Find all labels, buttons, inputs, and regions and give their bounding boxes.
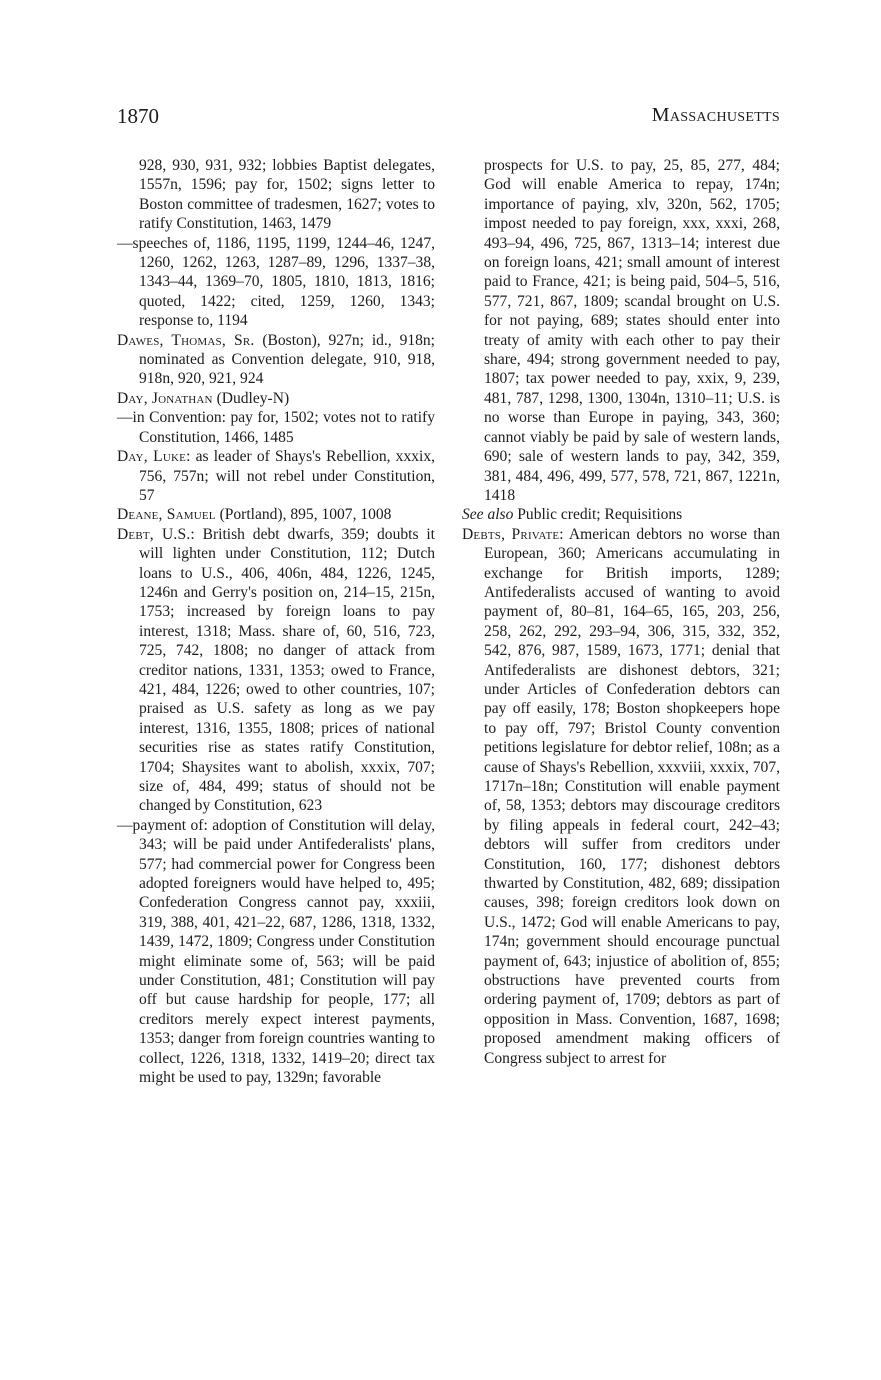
- see-also-text: Public credit; Requisitions: [513, 506, 683, 524]
- page-number: 1870: [117, 104, 159, 128]
- index-entry-text: : as leader of Shays's Rebellion, xxxix, 756, 757n; will not rebel under Constitution, 57: [139, 448, 435, 504]
- page-header: [117, 104, 780, 136]
- index-headword: Day, Luke: [117, 448, 187, 466]
- left-column: [117, 156, 435, 1088]
- index-subentry: —in Convention: pay for, 1502; votes not to ratify Constitution, 1466, 1485: [117, 409, 435, 446]
- index-entry: [117, 505, 435, 524]
- see-also-label: See also: [462, 506, 514, 524]
- index-entry-text: (Portland), 895, 1007, 1008: [215, 506, 392, 524]
- index-entry-text: (Boston), 927n; id., 918n; nominated as Convention delegate, 910, 918, 918n, 920, 921, 924: [139, 331, 435, 388]
- index-entry-text: (Dudley-N): [212, 389, 290, 407]
- running-head: Massachusetts: [651, 104, 780, 126]
- index-headword: Debt, U.S.: [117, 525, 191, 543]
- index-entry: [117, 389, 435, 408]
- index-entry: [462, 525, 780, 1068]
- right-column: [462, 156, 780, 1068]
- index-entry: [117, 525, 435, 816]
- index-continuation: 928, 930, 931, 932; lobbies Baptist delegates, 1557n, 1596; pay for, 1502; signs letter to Boston committee of tradesmen, 1627; votes to ratify Constitution, 1463, 1479: [139, 157, 435, 233]
- index-continuation: prospects for U.S. to pay, 25, 85, 277, 484; God will enable America to repay, 174n; importance of paying, xlv, 320n, 562, 1705; impost needed to pay foreign, xxx, xxxi, 268, 493–94, 496, 725, 867, 1313–14; interest due on foreign loans, 421; small amount of interest paid to France, 421; is being paid, 504–5, 516, 577, 721, 867, 1809; scandal brought on U.S. for not paying, 689; states should enter into treaty of amity with each other to pay their share, 494; strong government needed to pay, 1807; tax power needed to pay, xxix, 9, 239, 481, 787, 1298, 1300, 1304n, 1310–11; U.S. is no worse than Europe in paying, 343, 360; cannot viably be paid by sale of western lands, 690; sale of western lands to pay, 342, 359, 381, 484, 496, 499, 577, 578, 721, 867, 1221n, 1418: [484, 157, 780, 504]
- index-entry-text: : British debt dwarfs, 359; doubts it will lighten under Constitution, 112; Dutch loans to U.S., 406, 406n, 484, 1226, 1245, 1246n and Gerry's position on, 214–15, 215n, 1753; increased by foreign loans to pay interest, 1318; Mass. share of, 60, 516, 723, 725, 742, 1808; no danger of attack from creditor nations, 1331, 1353; owed to France, 421, 484, 1226; owed to other countries, 107; praised as U.S. safety as long as we pay interest, 1316, 1355, 1808; prices of national securities rise as states ratify Constitution, 1704; Shaysites want to abolish, xxxix, 707; size of, 484, 499; status of should not be changed by Constitution, 623: [139, 525, 435, 815]
- index-subentry: —speeches of, 1186, 1195, 1199, 1244–46, 1247, 1260, 1262, 1263, 1287–89, 1296, 1337–38, 1343–44, 1369–70, 1805, 1810, 1813, 1816; quoted, 1422; cited, 1259, 1260, 1343; response to, 1194: [117, 234, 435, 330]
- index-headword: Debts, Private: [462, 525, 560, 543]
- index-entry-text: : American debtors no worse than European, 360; Americans accumulating in exchange for British imports, 1289; Antifederalists accused of wanting to avoid payment of, 80–81, 164–65, 165, 203, 256, 258, 262, 292, 293–94, 306, 315, 332, 352, 542, 876, 987, 1589, 1673, 1771; denial that Antifederalists are dishonest debtors, 321; under Articles of Confederation debtors can pay off easily, 178; Boston shopkeepers hope to pay off, 797; Bristol County convention petitions legislature for debtor relief, 108n; as a cause of Shays's Rebellion, xxxviii, xxxix, 707, 1717n–18n; Constitution will enable payment of, 58, 1353; debtors may discourage creditors by filing appeals in federal court, 242–43; debtors will suffer from creditors under Constitution, 160, 177; dishonest debtors thwarted by Constitution, 482, 689; dissipation causes, 398; foreign creditors look down on U.S., 1472; God will enable Americans to pay, 174n; government should encourage punctual payment of, 643; injustice of abolition of, 855; obstructions have prevented courts from ordering payment of, 1709; debtors as part of opposition in Mass. Convention, 1687, 1698; proposed amendment making officers of Congress subject to arrest for: [484, 525, 780, 1067]
- index-headword: Dawes, Thomas, Sr.: [117, 331, 255, 349]
- index-entry: [117, 331, 435, 389]
- index-headword: Deane, Samuel: [117, 506, 216, 524]
- index-subentry: —payment of: adoption of Constitution will delay, 343; will be paid under Antifederalists' plans, 577; had commercial power for Congress been adopted foreigners would have helped to, 495; Confederation Congress cannot pay, xxxiii, 319, 388, 401, 421–22, 687, 1286, 1318, 1332, 1439, 1472, 1809; Congress under Constitution might eliminate some of, 563; will be paid under Constitution, 481; Constitution will pay off but cause hardship for people, 177; all creditors merely expect interest payments, 1353; danger from foreign countries wanting to collect, 1226, 1318, 1332, 1419–20; direct tax might be used to pay, 1329n; favorable: [117, 816, 435, 1087]
- see-also-reference: [462, 505, 780, 524]
- index-headword: Day, Jonathan: [117, 389, 213, 407]
- index-entry: [117, 447, 435, 505]
